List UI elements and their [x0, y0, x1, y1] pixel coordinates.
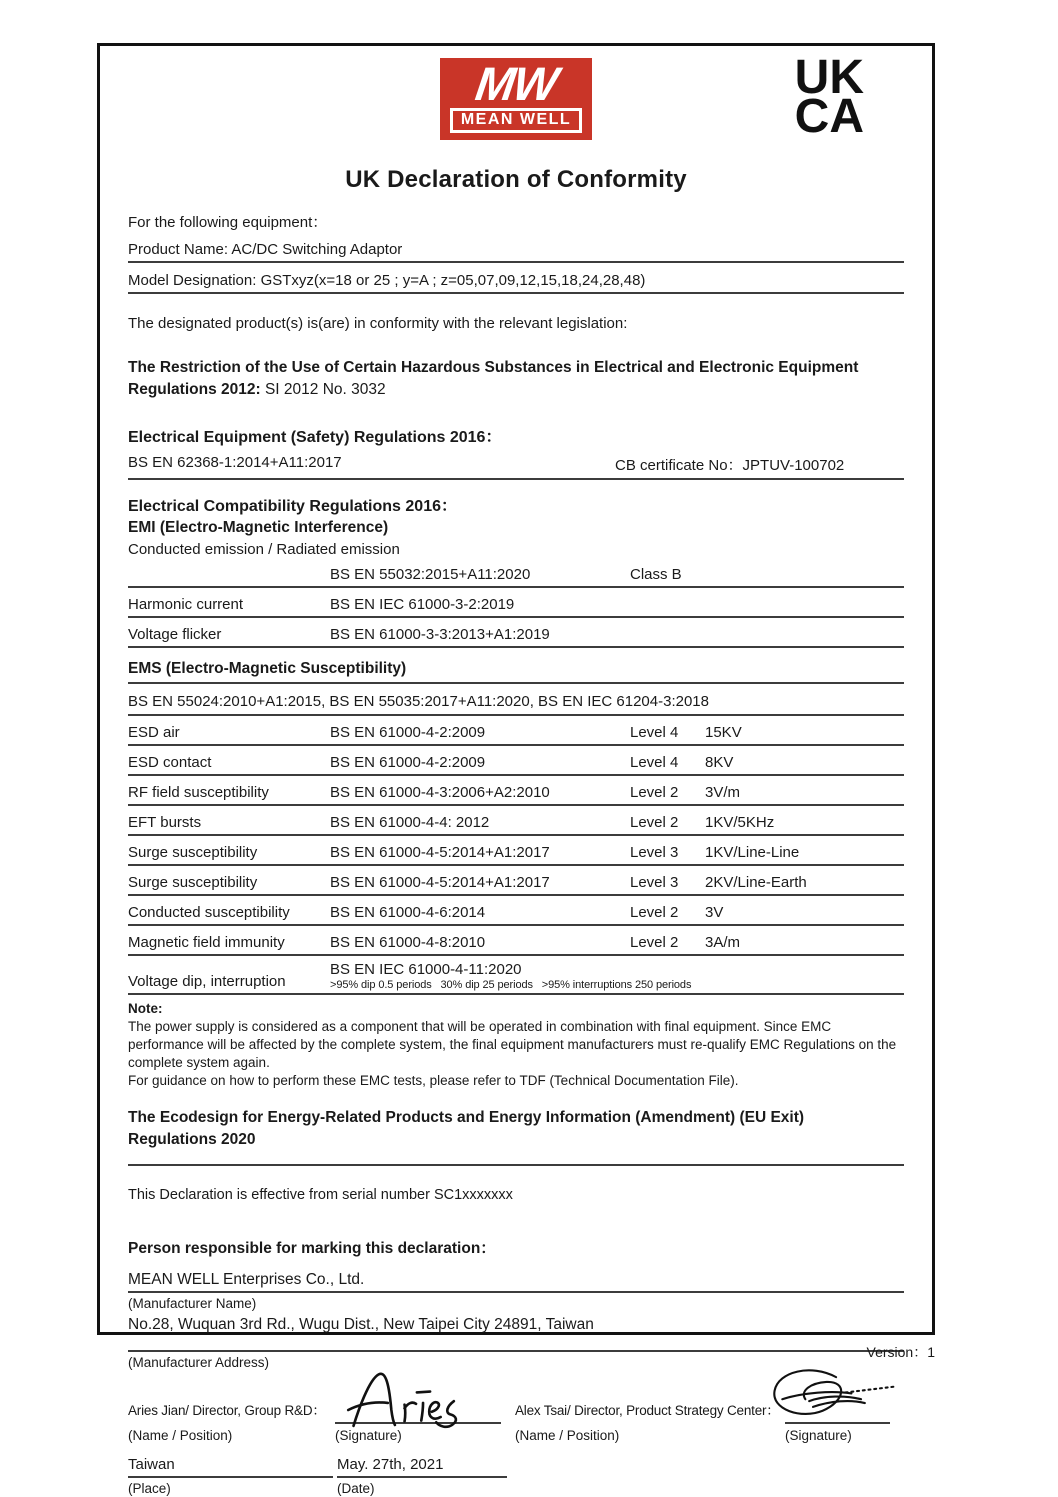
version-text: Version：1	[866, 1344, 935, 1360]
right-signer-name: Alex Tsai/ Director, Product Strategy Center：	[515, 1402, 780, 1418]
ems-level: Level 2	[630, 784, 679, 802]
voltage-dip-standard: BS EN IEC 61000-4-11:2020	[330, 961, 522, 979]
ems-standard: BS EN 61000-4-4: 2012	[330, 814, 490, 832]
mean-well-monogram-icon: MW	[472, 57, 560, 110]
conformity-text: The designated product(s) is(are) in conformity with the relevant legislation:	[128, 315, 628, 332]
ems-standard: BS EN 61000-4-5:2014+A1:2017	[330, 874, 550, 892]
ems-item: Surge susceptibility	[128, 874, 258, 892]
emi-level: Class B	[630, 566, 682, 584]
alex-signature-icon	[753, 1356, 898, 1428]
ecodesign-heading: The Ecodesign for Energy-Related Products and Energy Information (Amendment) (EU Exit) Regulations 2020	[128, 1109, 805, 1148]
note-label: Note:	[128, 1001, 163, 1017]
ems-item: ESD contact	[128, 754, 212, 772]
emi-level	[630, 596, 705, 613]
right-signature-label: (Signature)	[785, 1427, 852, 1443]
ems-standard: BS EN 61000-4-6:2014	[330, 904, 486, 922]
ukca-mark-icon	[794, 51, 864, 144]
model-designation-row: Model Designation: GSTxyz(x=18 or 25 ; y=A ; z=05,07,09,12,15,18,24,28,48)	[128, 263, 904, 294]
manufacturer-address-row: No.28, Wuquan 3rd Rd., Wugu Dist., New Taipei City 24891, Taiwan	[128, 1316, 904, 1352]
aries-signature-icon	[341, 1366, 491, 1432]
ukca-line-uk: UK	[794, 51, 864, 104]
ems-table-row	[128, 746, 904, 776]
emi-heading: EMI (Electro-Magnetic Interference)	[128, 519, 389, 537]
left-signer-name: Aries Jian/ Director, Group R&D：	[128, 1402, 326, 1418]
emi-value	[705, 626, 904, 643]
ems-level: Level 4	[630, 754, 679, 772]
ems-standard: BS EN 61000-4-2:2009	[330, 724, 486, 742]
ems-level: Level 2	[630, 934, 679, 952]
product-name-row: Product Name: AC/DC Switching Adaptor	[128, 232, 904, 263]
safety-standard-row	[128, 447, 904, 480]
voltage-dip-row	[128, 956, 904, 995]
ems-value: 2KV/Line-Earth	[705, 874, 807, 892]
voltage-dip-item: Voltage dip, interruption	[128, 973, 286, 991]
rohs-heading-bold: The Restriction of the Use of Certain Hazardous Substances in Electrical and Electronic Equipment Regulations 2012:	[128, 359, 859, 398]
ems-level: Level 2	[630, 814, 679, 832]
place-date-labels-row	[128, 1481, 904, 1496]
emi-subheading: Conducted emission / Radiated emission	[128, 541, 400, 559]
ukca-line-ca: CA	[794, 90, 864, 144]
ems-level: Level 2	[630, 904, 679, 922]
voltage-dip-detail-cell	[330, 961, 904, 993]
right-name-position-label: (Name / Position)	[515, 1427, 620, 1443]
emc-heading: Electrical Compatibility Regulations 2016：	[128, 498, 457, 516]
document-header	[128, 51, 904, 144]
left-name-position-label: (Name / Position)	[128, 1427, 233, 1443]
date-label: (Date)	[337, 1480, 375, 1496]
responsible-heading: Person responsible for marking this declaration：	[128, 1239, 496, 1257]
emi-level	[630, 626, 705, 643]
ems-standards-row: BS EN 55024:2010+A1:2015, BS EN 55035:2017+A11:2020, BS EN IEC 61204-3:2018	[128, 684, 904, 716]
ems-value: 1KV/5KHz	[705, 814, 775, 832]
ems-standard: BS EN 61000-4-5:2014+A1:2017	[330, 844, 550, 862]
date-value: May. 27th, 2021	[337, 1456, 507, 1478]
note-line2: For guidance on how to perform these EMC tests, please refer to TDF (Technical Documentation File).	[128, 1073, 739, 1089]
emi-table-row	[128, 618, 904, 648]
ems-item: RF field susceptibility	[128, 784, 269, 802]
for-equipment-text: For the following equipment：	[128, 214, 328, 231]
manufacturer-address-label: (Manufacturer Address)	[128, 1354, 270, 1370]
ems-table-row	[128, 896, 904, 926]
ems-item: ESD air	[128, 724, 180, 742]
manufacturer-name-row: MEAN WELL Enterprises Co., Ltd.	[128, 1271, 904, 1293]
right-signature-line	[785, 1378, 890, 1424]
emi-standard: BS EN 55032:2015+A11:2020	[330, 566, 531, 584]
serial-effective-text: This Declaration is effective from serial number SC1xxxxxxx	[128, 1186, 513, 1203]
ems-table-row	[128, 836, 904, 866]
ems-heading: EMS (Electro-Magnetic Susceptibility)	[128, 660, 904, 684]
ems-table-row	[128, 806, 904, 836]
place-label: (Place)	[128, 1480, 171, 1496]
emi-standard: BS EN 61000-3-3:2013+A1:2019	[330, 626, 550, 644]
manufacturer-name-label: (Manufacturer Name)	[128, 1295, 257, 1311]
ecodesign-block	[128, 1107, 904, 1165]
ems-level: Level 4	[630, 724, 679, 742]
ems-value: 8KV	[705, 754, 734, 772]
rohs-heading-ref: SI 2012 No. 3032	[260, 380, 386, 398]
ems-standard: BS EN 61000-4-2:2009	[330, 754, 486, 772]
ems-item: Surge susceptibility	[128, 844, 258, 862]
emi-standard: BS EN IEC 61000-3-2:2019	[330, 596, 515, 614]
ems-table-row	[128, 716, 904, 746]
emi-value	[705, 566, 904, 583]
signature-row	[128, 1378, 904, 1424]
place-value: Taiwan	[128, 1456, 333, 1478]
page-title: UK Declaration of Conformity	[345, 166, 687, 193]
ems-value: 15KV	[705, 724, 742, 742]
emi-item: Harmonic current	[128, 596, 244, 614]
emi-value	[705, 596, 904, 613]
emi-table-row	[128, 588, 904, 618]
ems-item: Magnetic field immunity	[128, 934, 285, 952]
emi-item	[128, 566, 330, 583]
ems-level: Level 3	[630, 874, 679, 892]
mean-well-logo	[440, 58, 592, 140]
cb-certificate: CB certificate No：JPTUV-100702	[615, 457, 845, 475]
ems-table-row	[128, 926, 904, 956]
ems-table-row	[128, 866, 904, 896]
note-block	[128, 1000, 904, 1090]
rohs-heading	[128, 357, 876, 400]
emi-item: Voltage flicker	[128, 626, 222, 644]
emi-table-row	[128, 558, 904, 588]
mean-well-wordmark: MEAN WELL	[450, 108, 582, 133]
voltage-dip-periods: >95% dip 0.5 periods 30% dip 25 periods >95% interruptions 250 periods	[330, 979, 692, 992]
ems-table-row	[128, 776, 904, 806]
left-signature-line	[335, 1378, 501, 1424]
safety-heading: Electrical Equipment (Safety) Regulations 2016：	[128, 429, 502, 447]
note-line1: The power supply is considered as a component that will be operated in combination with final equipment. Since EMC performance will be affected by the complete system, the final equipment manufacturers must re-qualify EMC Regulations on the complete system again.	[128, 1019, 897, 1071]
ems-standard: BS EN 61000-4-8:2010	[330, 934, 486, 952]
ems-value: 3A/m	[705, 934, 741, 952]
left-signature-label: (Signature)	[335, 1427, 402, 1443]
signature-labels-row	[128, 1428, 904, 1443]
ems-value: 3V	[705, 904, 724, 922]
place-date-row	[128, 1456, 904, 1478]
ems-value: 3V/m	[705, 784, 741, 802]
ems-level: Level 3	[630, 844, 679, 862]
ems-value: 1KV/Line-Line	[705, 844, 800, 862]
ems-standard: BS EN 61000-4-3:2006+A2:2010	[330, 784, 550, 802]
ems-item: Conducted susceptibility	[128, 904, 290, 922]
ems-item: EFT bursts	[128, 814, 202, 832]
safety-standard: BS EN 62368-1:2014+A11:2017	[128, 454, 342, 472]
